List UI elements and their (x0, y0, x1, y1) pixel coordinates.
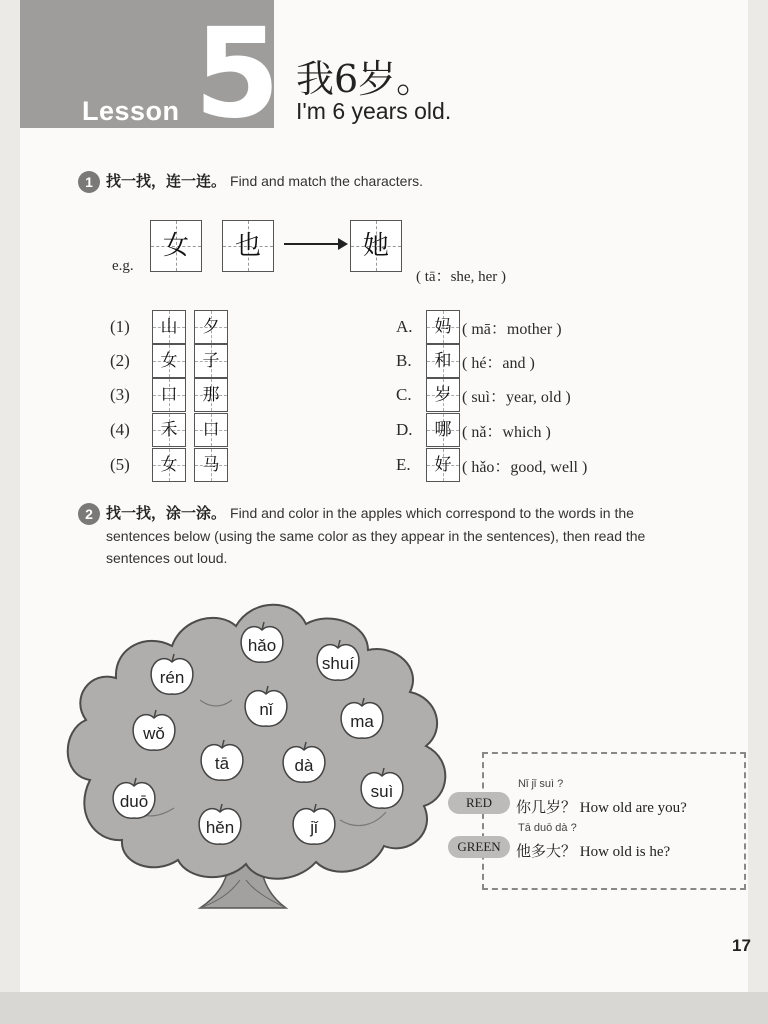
apple-label: ma (350, 712, 374, 731)
char-box (194, 344, 228, 378)
char-box (194, 378, 228, 412)
apple-duo[interactable] (110, 776, 158, 829)
scanner-bed-strip (0, 992, 768, 1024)
section1-title-cn: 找一找，连一连。 (106, 173, 227, 190)
answer-gloss: ( nǎ：which ) (462, 423, 551, 441)
apple-label: hǎo (247, 636, 277, 655)
apple-label: suì (370, 782, 394, 801)
tag-red: RED (448, 792, 510, 814)
char-box (426, 310, 460, 344)
char: 妈 (434, 317, 452, 337)
char: 口 (160, 385, 178, 405)
char: 子 (202, 351, 220, 371)
char: 夕 (202, 317, 220, 337)
section2-desc-line1: Find and color in the apples which correspond to the words in the (230, 505, 634, 521)
question2-pinyin: Tā duō dà ? (518, 822, 577, 834)
example-label: e.g. (112, 258, 134, 274)
pair-row-5 (110, 448, 228, 482)
section2-heading (78, 502, 728, 569)
apple-wo[interactable] (130, 708, 178, 761)
pair-number: (3) (110, 385, 130, 404)
apple-label: duō (119, 792, 149, 811)
char: 女 (160, 455, 178, 475)
apple-label: rén (159, 668, 185, 687)
char: 口 (202, 420, 220, 440)
apple-ji[interactable] (290, 802, 338, 855)
apple-tree (50, 580, 470, 920)
example-box-part2 (222, 220, 274, 272)
section1-title-en: Find and match the characters. (230, 173, 424, 189)
apple-ta[interactable] (198, 738, 246, 791)
answer-letter: D. (396, 420, 413, 439)
example-box-part1 (150, 220, 202, 272)
section1-number: 1 (78, 171, 100, 193)
char-box (152, 378, 186, 412)
char: 禾 (160, 420, 178, 440)
char-box (426, 378, 460, 412)
section2-desc-line3: sentences out loud. (106, 550, 228, 567)
question1-pinyin: Nǐ jǐ suì ? (518, 778, 564, 790)
apple-sui[interactable] (358, 766, 406, 819)
example-gloss: ( tā：she, her ) (416, 269, 506, 285)
pair-number: (2) (110, 351, 130, 370)
char: 和 (434, 351, 452, 371)
apple-label: dà (294, 756, 314, 775)
question1 (516, 796, 687, 817)
section1-heading (78, 170, 423, 193)
answer-gloss: ( suì：year, old ) (462, 388, 571, 406)
answer-gloss: ( hé：and ) (462, 354, 535, 372)
lesson-word: Lesson (82, 96, 180, 126)
char: 女 (160, 351, 178, 371)
arrow-right-icon (284, 234, 348, 254)
char: 山 (160, 317, 178, 337)
answer-row-e (396, 448, 587, 482)
char-box (152, 344, 186, 378)
char-box (152, 310, 186, 344)
page-title-english: I'm 6 years old. (296, 98, 452, 124)
char-box (194, 448, 228, 482)
question1-cn: 你几岁？ (516, 800, 577, 816)
workbook-page (20, 0, 751, 992)
question2-en: How old is he? (579, 844, 671, 860)
apple-ma[interactable] (338, 696, 386, 749)
question2-cn: 他多大？ (516, 844, 577, 860)
question-box (482, 752, 746, 890)
pair-number: (1) (110, 317, 130, 336)
answer-letter: A. (396, 317, 413, 336)
apple-da[interactable] (280, 740, 328, 793)
char-box (426, 413, 460, 447)
lesson-band (20, 0, 281, 146)
example-char-result: 她 (362, 231, 389, 261)
apple-label: hěn (205, 818, 235, 837)
section2-number: 2 (78, 503, 100, 525)
char: 马 (202, 455, 220, 475)
answer-letter: E. (396, 455, 411, 474)
apple-hen[interactable] (196, 802, 244, 855)
apple-label: nǐ (259, 700, 273, 719)
apple-ren[interactable] (148, 652, 196, 705)
example-box-result (350, 220, 402, 272)
pair-number: (4) (110, 420, 130, 439)
char-box (426, 344, 460, 378)
example-char-part2: 也 (234, 231, 261, 261)
pair-number: (5) (110, 455, 130, 474)
apple-label: jǐ (310, 818, 318, 837)
char-box (152, 448, 186, 482)
apple-label: tā (214, 754, 230, 773)
answer-row-c (396, 378, 571, 412)
page-title-chinese: 我6岁。 (296, 57, 435, 101)
pair-row-2 (110, 344, 228, 378)
char-box (194, 413, 228, 447)
char: 好 (434, 455, 452, 475)
pair-row-4 (110, 413, 228, 447)
apple-ni[interactable] (242, 684, 290, 737)
section2-desc-line2: sentences below (using the same color as they appear in the sentences), then read the (106, 528, 646, 545)
char: 岁 (434, 385, 452, 405)
tag-green: GREEN (448, 836, 510, 858)
question2 (516, 840, 670, 861)
answer-letter: B. (396, 351, 412, 370)
answer-row-b (396, 344, 535, 378)
char-box (194, 310, 228, 344)
apple-label: shuí (321, 654, 355, 673)
pair-row-3 (110, 378, 228, 412)
char-box (426, 448, 460, 482)
apple-shui[interactable] (314, 638, 362, 691)
section2-title-cn: 找一找，涂一涂。 (106, 505, 227, 522)
page-number: 17 (732, 936, 751, 955)
answer-letter: C. (396, 385, 412, 404)
answer-row-a (396, 310, 562, 344)
apple-label: wǒ (143, 724, 165, 743)
answer-row-d (396, 413, 551, 447)
char-box (152, 413, 186, 447)
char: 那 (202, 385, 220, 405)
lesson-number: 5 (194, 2, 281, 146)
question1-en: How old are you? (579, 800, 687, 816)
char: 哪 (434, 420, 452, 440)
pair-row-1 (110, 310, 228, 344)
example-char-part1: 女 (162, 231, 189, 261)
answer-gloss: ( mā：mother ) (462, 320, 562, 338)
apple-hao[interactable] (238, 620, 286, 673)
answer-gloss: ( hǎo：good, well ) (462, 458, 588, 476)
